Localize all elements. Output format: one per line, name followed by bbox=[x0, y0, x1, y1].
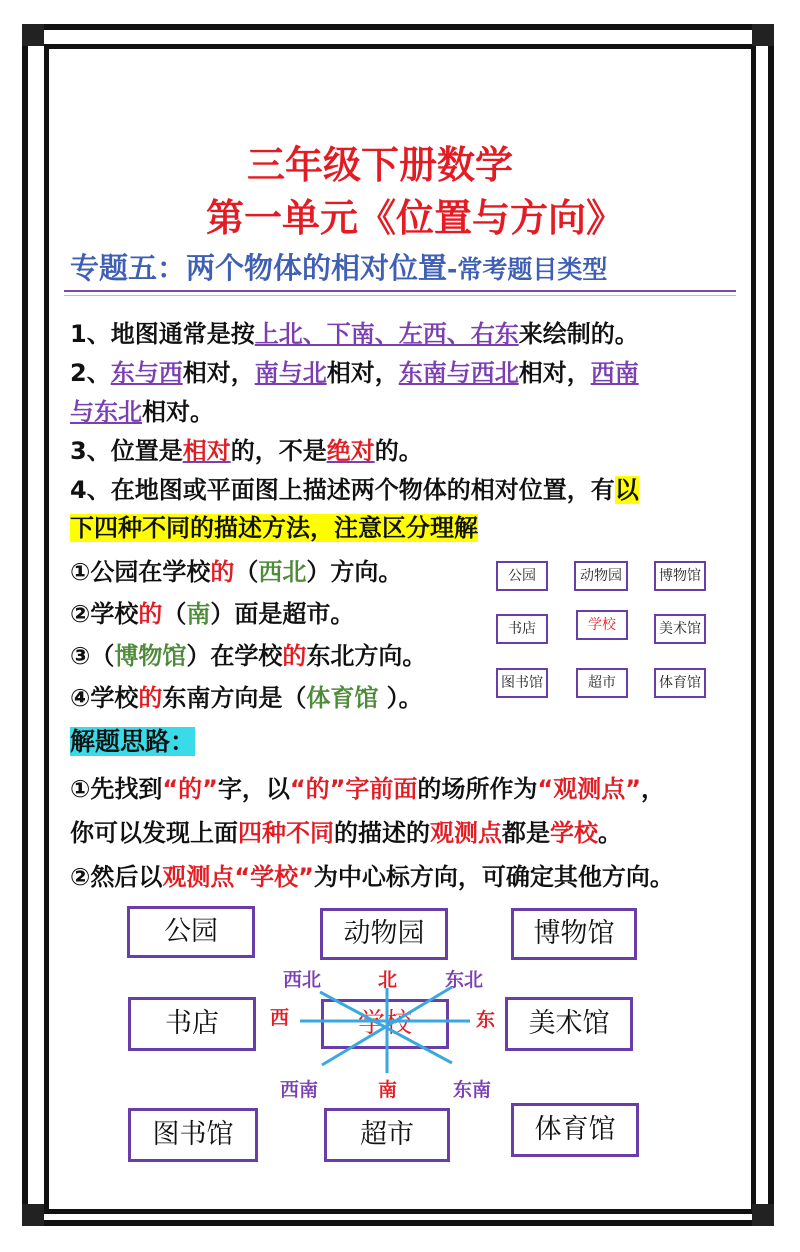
map-box-museum: 博物馆 bbox=[511, 908, 637, 960]
label-west: 西 bbox=[270, 1007, 290, 1029]
topic-sub: -常考题目类型 bbox=[447, 255, 608, 284]
label-southeast: 东南 bbox=[453, 1079, 492, 1101]
label-south: 南 bbox=[378, 1079, 398, 1101]
small-box-school: 学校 bbox=[576, 610, 628, 640]
label-northeast: 东北 bbox=[445, 969, 484, 991]
small-box-zoo: 动物园 bbox=[574, 561, 628, 591]
small-box-bookstore: 书店 bbox=[496, 614, 548, 644]
map-box-zoo: 动物园 bbox=[320, 908, 448, 960]
map-box-supermarket: 超市 bbox=[324, 1108, 450, 1162]
solution-2: 你可以发现上面四种不同的描述的观测点都是学校。 bbox=[70, 819, 622, 847]
example-1: ①公园在学校的（西北）方向。 bbox=[70, 558, 403, 586]
small-box-art-museum: 美术馆 bbox=[654, 614, 706, 644]
map-box-library: 图书馆 bbox=[128, 1108, 258, 1162]
example-3: ③（博物馆）在学校的东北方向。 bbox=[70, 642, 427, 670]
small-box-library: 图书馆 bbox=[496, 668, 548, 698]
point-4: 4、在地图或平面图上描述两个物体的相对位置，有以 bbox=[70, 476, 639, 504]
solution-heading: 解题思路： bbox=[70, 727, 196, 756]
point-2: 2、东与西相对，南与北相对，东南与西北相对，西南 bbox=[70, 359, 639, 387]
unit-title: 第一单元《位置与方向》 bbox=[205, 196, 624, 240]
map-box-school: 学校 bbox=[321, 999, 449, 1049]
map-box-art-museum: 美术馆 bbox=[505, 997, 633, 1051]
solution-1: ①先找到“的”字，以“的”字前面的场所作为“观测点”， bbox=[70, 775, 665, 803]
small-box-park: 公园 bbox=[496, 561, 548, 591]
small-box-museum: 博物馆 bbox=[654, 561, 706, 591]
example-4: ④学校的东南方向是（体育馆 ）。 bbox=[70, 684, 423, 712]
map-box-bookstore: 书店 bbox=[128, 997, 256, 1051]
point-1: 1、地图通常是按上北、下南、左西、右东来绘制的。 bbox=[70, 320, 639, 348]
grade-title: 三年级下册数学 bbox=[246, 143, 513, 187]
topic-main: 专题五：两个物体的相对位置 bbox=[70, 251, 448, 285]
label-northwest: 西北 bbox=[283, 969, 322, 991]
example-2: ②学校的（南）面是超市。 bbox=[70, 600, 355, 628]
solution-3: ②然后以观测点“学校”为中心标方向，可确定其他方向。 bbox=[70, 863, 674, 891]
map-box-park: 公园 bbox=[127, 906, 255, 958]
label-southwest: 西南 bbox=[280, 1079, 319, 1101]
point-2-cont: 与东北相对。 bbox=[70, 398, 214, 426]
small-box-gym: 体育馆 bbox=[654, 668, 706, 698]
map-box-gym: 体育馆 bbox=[511, 1103, 639, 1157]
label-east: 东 bbox=[476, 1009, 496, 1031]
point-4-cont: 下四种不同的描述方法，注意区分理解 bbox=[70, 514, 478, 542]
label-north: 北 bbox=[378, 969, 398, 991]
small-box-supermarket: 超市 bbox=[576, 668, 628, 698]
point-3: 3、位置是相对的，不是绝对的。 bbox=[70, 437, 423, 465]
